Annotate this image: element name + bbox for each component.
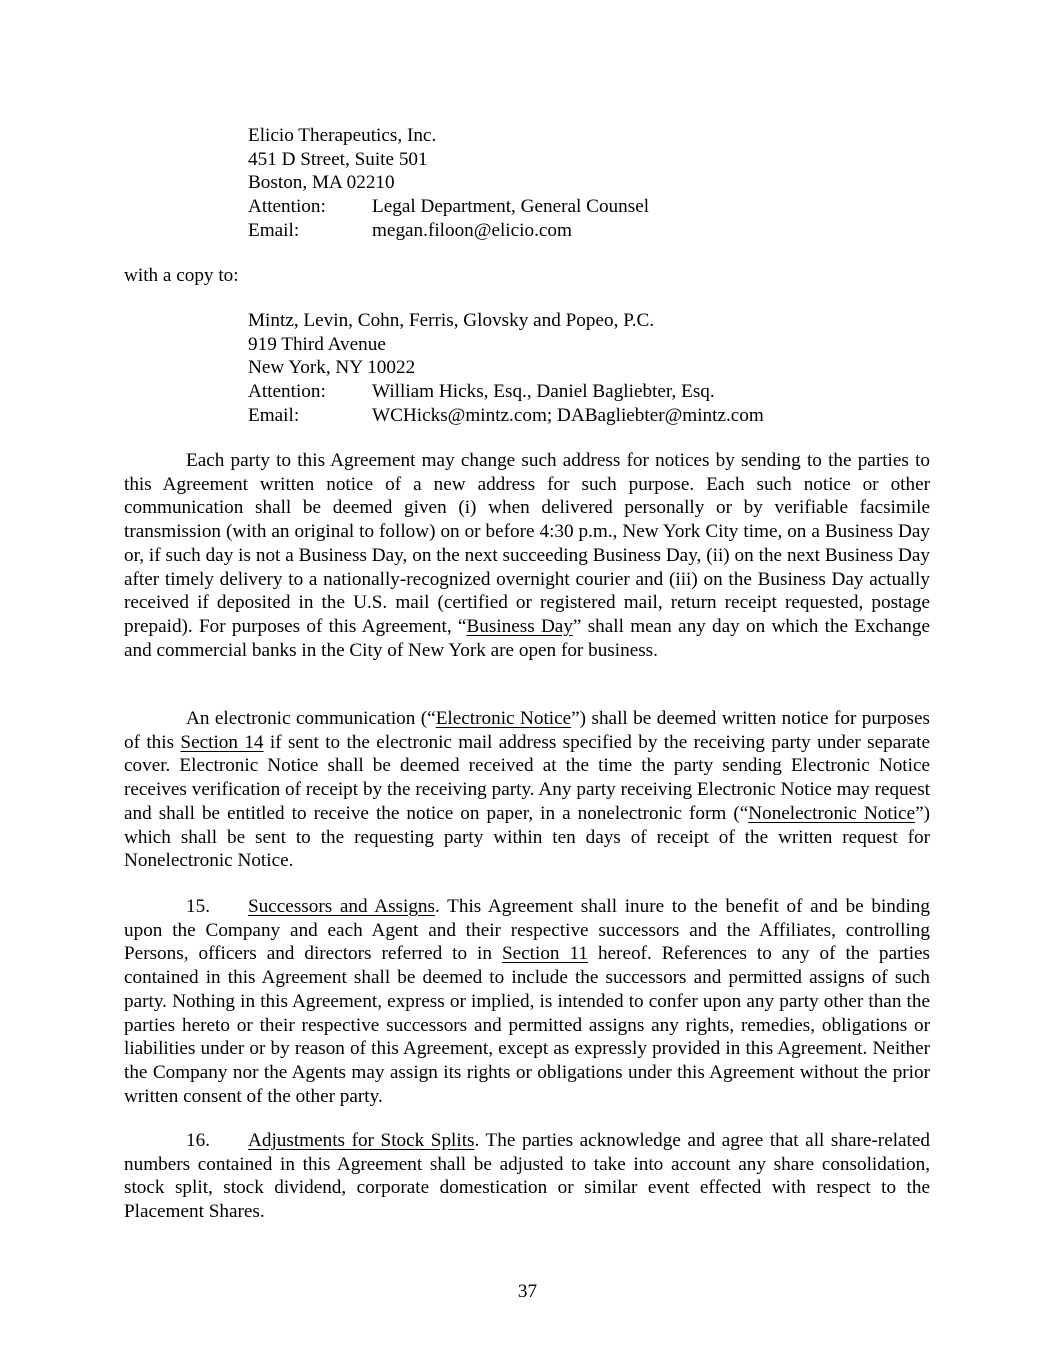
counsel-street: 919 Third Avenue	[248, 333, 386, 355]
paragraph-text: . This Agreement shall inure to the benefit of and be binding upon the Company and each Agent and their respective successors and the Affiliates, controlling Persons, officers and directors referred to in	[124, 896, 930, 965]
section-15-paragraph	[124, 895, 930, 1108]
paragraph-text: . The parties acknowledge and agree that all share-related numbers contained in this Agreement shall be adjusted to take into account any share consolidation, stock split, stock dividend, corporate domestication or similar event effected with respect to the Placement Shares.	[124, 1130, 930, 1223]
counsel-attention-line	[248, 380, 888, 404]
section-heading-successors: Successors and Assigns	[248, 896, 435, 917]
company-email-line	[248, 219, 888, 243]
company-name: Elicio Therapeutics, Inc.	[248, 125, 437, 146]
paragraph-text: hereof. References to any of the parties contained in this Agreement shall be deemed to include the successors and permitted assigns of such party. Nothing in this Agreement, express or implied, is intended to confer upon any party other than the parties hereto or their respective successors and permitted assigns any rights, remedies, obligations or liabilities under or by reason of this Agreement, except as expressly provided in this Agreement. Neither the Company nor the Agents may assign its rights or obligations under this Agreement without the prior written consent of the other party.	[124, 943, 931, 1107]
electronic-notice-paragraph	[124, 707, 930, 873]
paragraph-text: ”) shall be deemed written notice for purposes of this	[124, 708, 930, 753]
paragraph-text: ”) which shall be sent to the requesting party within ten days of receipt of the written request for Nonelectronic Notice.	[124, 802, 930, 872]
section-11-link[interactable]: Section 11	[501, 943, 588, 965]
defined-term-business-day: Business Day	[466, 615, 573, 637]
company-street: 451 D Street, Suite 501	[248, 148, 428, 170]
paragraph-text: Each party to this Agreement may change such address for notices by sending to the parties to this Agreement written notice of a new address for such purpose. Each such notice or other communication shall be deemed given (i) when delivered personally or by verifiable facsimile transmission (with an original to follow) on or before 4:30 p.m., New York City time, on a Business Day or, if such day is not a Business Day, on the next succeeding Business Day, (ii) on the next Business Day after timely delivery to a nationally-recognized overnight courier and (iii) on the Business Day actually received if deposited in the U.S. mail (certified or registered mail, return receipt requested, postage prepaid). For purposes of this Agreement, “	[124, 450, 930, 637]
paragraph-text: if sent to the electronic mail address specified by the receiving party under separate cover. Electronic Notice shall be deemed received at the time the party sending Electronic Notice receives verification of receipt by the receiving party. Any party receiving Electronic Notice may request and shall be entitled to receive the notice on paper, in a nonelectronic form (“	[124, 731, 930, 824]
attention-value: William Hicks, Esq., Daniel Bagliebter, Esq.	[372, 381, 715, 403]
paragraph-text: An electronic communication (“	[186, 708, 436, 729]
attention-label: Attention:	[248, 196, 326, 218]
paragraph-text: ” shall mean any day on which the Exchange and commercial banks in the City of New York are open for business.	[124, 615, 930, 661]
notice-change-paragraph	[124, 449, 930, 662]
attention-label: Attention:	[248, 381, 326, 403]
section-heading-stock-splits: Adjustments for Stock Splits	[248, 1130, 475, 1151]
company-attention-line	[248, 195, 888, 219]
attention-value: Legal Department, General Counsel	[372, 196, 650, 218]
defined-term-electronic-notice: Electronic Notice	[435, 708, 572, 729]
email-label: Email:	[248, 219, 300, 241]
counsel-address-block	[248, 309, 888, 427]
company-address-block	[248, 124, 888, 242]
counsel-name: Mintz, Levin, Cohn, Ferris, Glovsky and Popeo, P.C.	[248, 310, 655, 331]
page-number: 37	[517, 1281, 538, 1302]
section-number: 16.	[186, 1130, 210, 1151]
company-city: Boston, MA 02210	[248, 172, 395, 194]
counsel-city: New York, NY 10022	[248, 357, 416, 379]
counsel-email-line	[248, 404, 888, 428]
section-16-paragraph	[124, 1129, 930, 1224]
email-value: megan.filoon@elicio.com	[372, 219, 572, 241]
section-number: 15.	[186, 896, 210, 917]
email-value: WCHicks@mintz.com; DABagliebter@mintz.com	[372, 404, 764, 426]
section-14-link[interactable]: Section 14	[180, 731, 264, 753]
defined-term-nonelectronic-notice: Nonelectronic Notice	[748, 802, 916, 824]
copy-to-label: with a copy to:	[124, 265, 239, 286]
email-label: Email:	[248, 404, 300, 426]
